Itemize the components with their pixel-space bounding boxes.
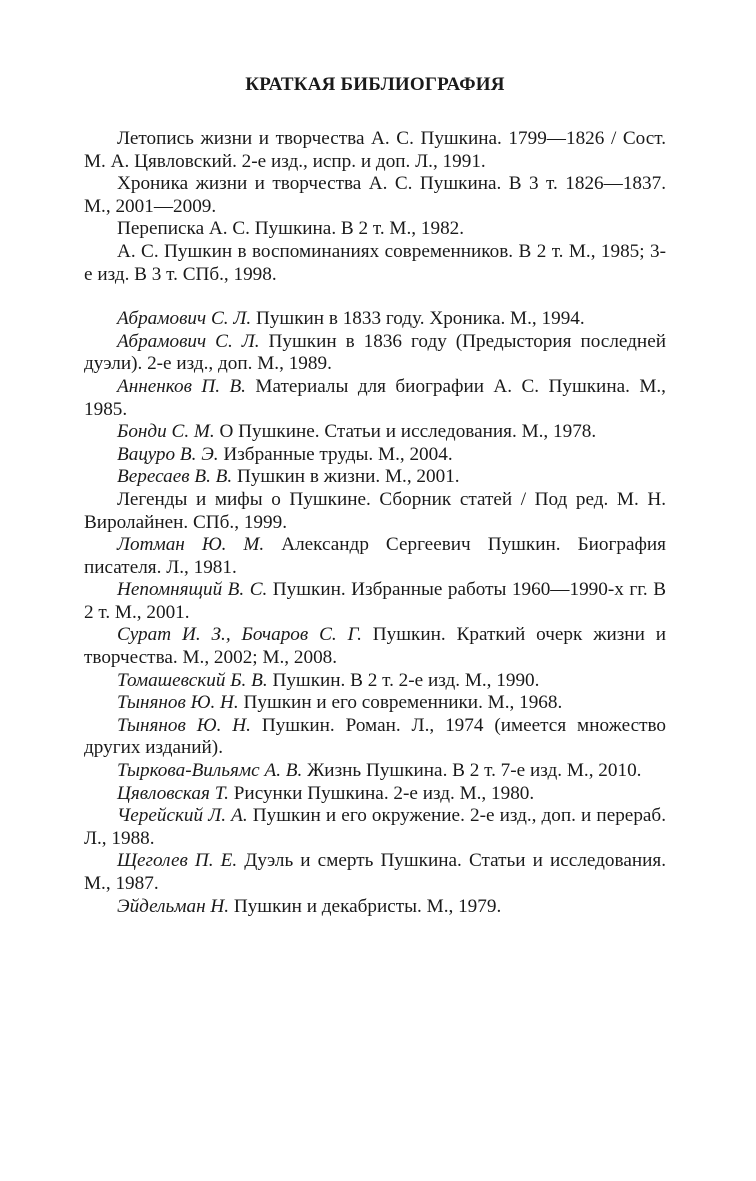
entry-text: А. С. Пушкин в воспоминаниях современников. В 2 т. М., 1985; 3-е изд. В 3 т. СПб., 1998. <box>84 240 666 285</box>
bibliography-entry <box>84 624 666 669</box>
bibliography-entry <box>84 241 666 286</box>
entry-author: Непомнящий В. С. <box>117 579 268 601</box>
bibliography-entry <box>84 376 666 421</box>
entry-author: Анненков П. В. <box>117 375 246 397</box>
bibliography-entry <box>84 760 666 783</box>
entry-author: Вацуро В. Э. <box>117 443 219 465</box>
entry-author: Цявловская Т. <box>117 782 229 804</box>
bibliography-entry <box>84 218 666 241</box>
bibliography-entry <box>84 466 666 489</box>
bibliography-entry <box>84 850 666 895</box>
entry-text: Переписка А. С. Пушкина. В 2 т. М., 1982. <box>117 218 465 240</box>
bibliography-entry <box>84 805 666 850</box>
bibliography-entry <box>84 579 666 624</box>
bibliography-entry <box>84 308 666 331</box>
entry-text: Пушкин. Роман. Л., 1974 (имеется множество других изданий). <box>84 714 667 759</box>
bibliography-entry <box>84 670 666 693</box>
bibliography-entry <box>84 489 666 534</box>
entry-text: Рисунки Пушкина. 2-е изд. М., 1980. <box>228 782 535 804</box>
bibliography-entry <box>84 534 666 579</box>
entry-text: Избранные труды. М., 2004. <box>218 443 453 465</box>
entry-author: Тыркова-Вильямс А. В. <box>117 760 303 782</box>
entry-author: Абрамович С. Л. <box>117 330 260 352</box>
entry-text: Пушкин. Краткий очерк жизни и творчества. М., 2002; М., 2008. <box>84 624 666 669</box>
entry-text: Пушкин в 1836 году (Предыстория последней дуэли). 2-е изд., доп. М., 1989. <box>84 330 666 375</box>
entry-author: Эйдельман Н. <box>117 895 230 917</box>
entry-text: Пушкин и его окружение. 2-е изд., доп. и перераб. Л., 1988. <box>84 805 666 849</box>
bibliography-entry <box>84 896 666 919</box>
entry-text: Пушкин и его современники. М., 1968. <box>238 692 563 714</box>
entry-author: Тынянов Ю. Н. <box>117 692 239 714</box>
entry-text: Летопись жизни и творчества А. С. Пушкина. 1799—1826 / Сост. М. А. Цявловский. 2-е изд., испр. и доп. Л., 1991. <box>84 128 666 172</box>
entry-text: Пушкин и декабристы. М., 1979. <box>229 895 502 917</box>
bibliography-entry <box>84 421 666 444</box>
entry-text: Пушкин. В 2 т. 2-е изд. М., 1990. <box>267 669 540 691</box>
bibliography-entry <box>84 128 666 173</box>
entry-text: Легенды и мифы о Пушкине. Сборник статей / Под ред. М. Н. Виролайнен. СПб., 1999. <box>84 488 666 533</box>
bibliography-entry <box>84 444 666 467</box>
bibliography-entry <box>84 331 666 376</box>
bibliography-entry <box>84 715 666 760</box>
page-title: КРАТКАЯ БИБЛИОГРАФИЯ <box>245 74 505 95</box>
sources-list <box>84 128 666 286</box>
page <box>84 72 666 918</box>
entry-text: Александр Сергеевич Пушкин. Биография писателя. Л., 1981. <box>84 534 666 578</box>
bibliography-entry <box>84 783 666 806</box>
entry-author: Бонди С. М. <box>117 421 215 443</box>
entry-author: Черейский Л. А. <box>117 805 248 827</box>
entry-text: Дуэль и смерть Пушкина. Статьи и исследования. М., 1987. <box>84 850 666 894</box>
entry-author: Вересаев В. В. <box>117 466 233 488</box>
entry-text: О Пушкине. Статьи и исследования. М., 1978. <box>214 421 597 443</box>
entry-text: Пушкин в жизни. М., 2001. <box>232 466 460 488</box>
entry-author: Щеголев П. Е. <box>117 850 238 872</box>
works-list <box>84 308 666 918</box>
entry-author: Лотман Ю. М. <box>117 534 265 556</box>
entry-text: Материалы для биографии А. С. Пушкина. М., 1985. <box>84 375 666 420</box>
bibliography-entry <box>84 173 666 218</box>
bibliography-entry <box>84 692 666 715</box>
entry-text: Хроника жизни и творчества А. С. Пушкина. В 3 т. 1826—1837. М., 2001—2009. <box>84 173 666 217</box>
entry-text: Жизнь Пушкина. В 2 т. 7-е изд. М., 2010. <box>302 760 642 782</box>
entry-author: Абрамович С. Л. <box>117 308 252 330</box>
entry-text: Пушкин. Избранные работы 1960—1990-х гг. В 2 т. М., 2001. <box>84 579 666 623</box>
entry-author: Тынянов Ю. Н. <box>117 714 251 736</box>
entry-text: Пушкин в 1833 году. Хроника. М., 1994. <box>251 308 585 330</box>
entry-author: Томашевский Б. В. <box>117 669 268 691</box>
entry-author: Сурат И. З., Бочаров С. Г. <box>117 624 362 646</box>
